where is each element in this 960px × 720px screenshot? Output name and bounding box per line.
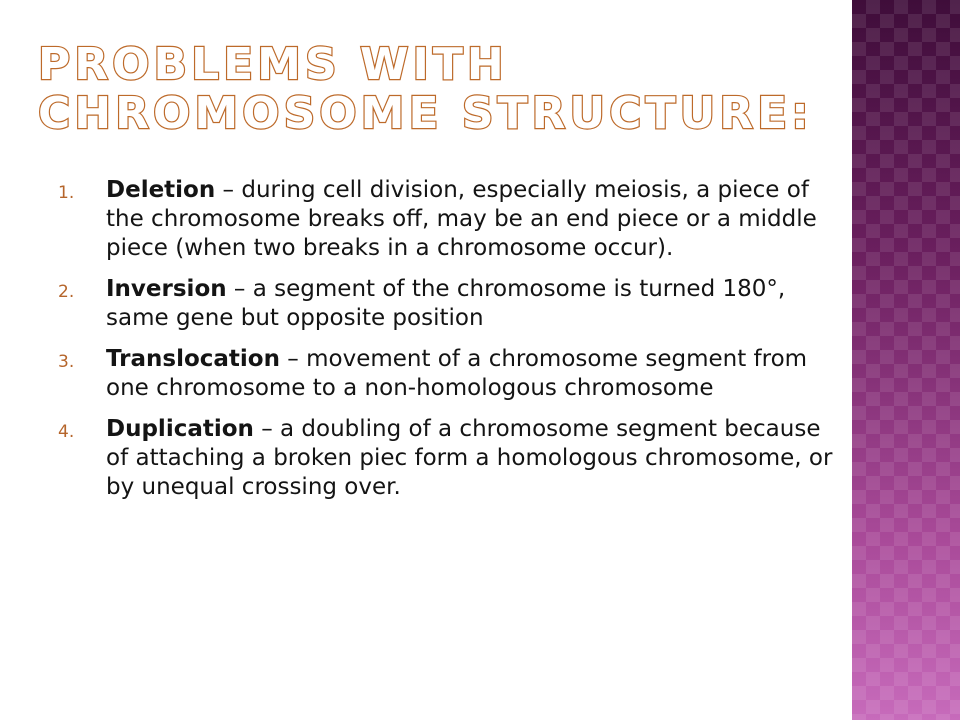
list-item-deletion [58, 176, 838, 263]
list-item-term: Deletion [106, 177, 216, 203]
list-item-duplication [58, 415, 838, 502]
list-item-description: – a segment of the chromosome is turned 180°, same gene but opposite position [106, 276, 786, 331]
list-item-number: 3. [58, 352, 75, 372]
list-item-number: 1. [58, 183, 75, 203]
list-item-number: 2. [58, 282, 75, 302]
list-item-term: Duplication [106, 416, 254, 442]
list-item-term: Inversion [106, 276, 227, 302]
list-item-translocation [58, 345, 838, 403]
list-item-description: – during cell division, especially meiosis, a piece of the chromosome breaks off, may be an end piece or a middle piece (when two breaks in a chromosome occur). [106, 177, 817, 261]
list-item-description: – movement of a chromosome segment from one chromosome to a non-homologous chromosome [106, 346, 808, 401]
list-item-inversion [58, 275, 838, 333]
list-item-description: – a doubling of a chromosome segment because of attaching a broken piec form a homologous chromosome, or by unequal crossing over. [106, 416, 833, 500]
decorative-side-band [852, 0, 960, 720]
numbered-list [58, 176, 838, 514]
list-item-number: 4. [58, 422, 75, 442]
slide-title: PROBLEMS WITH CHROMOSOME STRUCTURE: [38, 39, 813, 139]
list-item-term: Translocation [106, 346, 280, 372]
